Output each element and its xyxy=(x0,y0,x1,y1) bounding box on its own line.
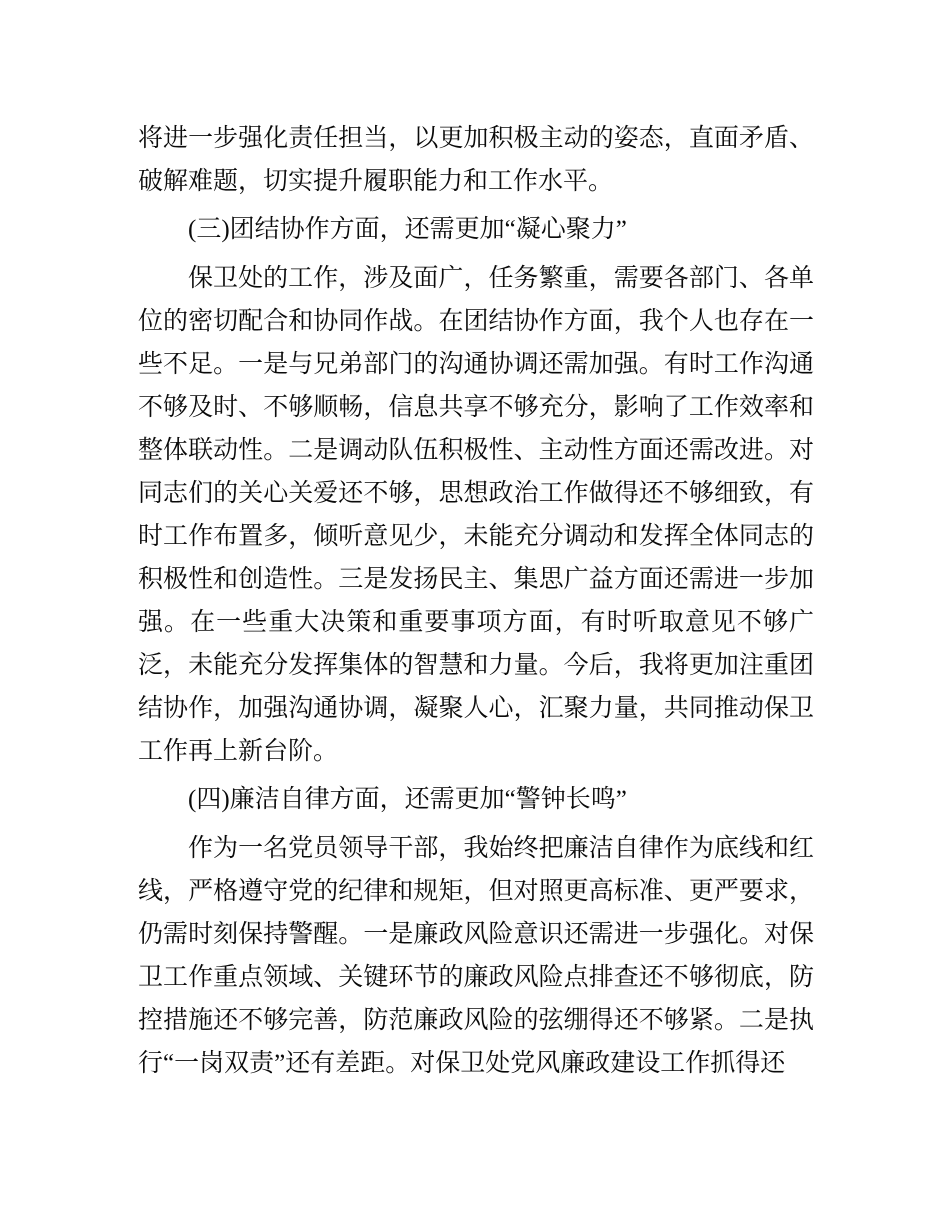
document-text-body xyxy=(138,117,814,1085)
section-heading-4-integrity: (四)廉洁自律方面，还需更加“警钟长鸣” xyxy=(188,786,627,813)
section-heading-3-teamwork: (三)团结协作方面，还需更加“凝心聚力” xyxy=(188,216,627,243)
paragraph-continuation-responsibility: 将进一步强化责任担当，以更加积极主动的姿态，直面矛盾、破解难题，切实提升履职能力和工作水平。 xyxy=(138,124,814,195)
paragraph-teamwork-shortcomings: 保卫处的工作，涉及面广，任务繁重，需要各部门、各单位的密切配合和协同作战。在团结协作方面，我个人也存在一些不足。一是与兄弟部门的沟通协调还需加强。有时工作沟通不够及时、不够顺畅，信息共享不够充分，影响了工作效率和整体联动性。二是调动队伍积极性、主动性方面还需改进。对同志们的关心关爱还不够，思想政治工作做得还不够细致，有时工作布置多，倾听意见少，未能充分调动和发挥全体同志的积极性和创造性。三是发扬民主、集思广益方面还需进一步加强。在一些重大决策和重要事项方面，有时听取意见不够广泛，未能充分发挥集体的智慧和力量。今后，我将更加注重团结协作，加强沟通协调，凝聚人心，汇聚力量，共同推动保卫工作再上新台阶。 xyxy=(138,264,814,765)
paragraph-integrity-shortcomings: 作为一名党员领导干部，我始终把廉洁自律作为底线和红线，严格遵守党的纪律和规矩，但对照更高标准、更严要求，仍需时刻保持警醒。一是廉政风险意识还需进一步强化。对保卫工作重点领域、关键环节的廉政风险点排查还不够彻底，防控措施还不够完善，防范廉政风险的弦绷得还不够紧。二是执行“一岗双责”还有差距。对保卫处党风廉政建设工作抓得还 xyxy=(138,834,814,1077)
